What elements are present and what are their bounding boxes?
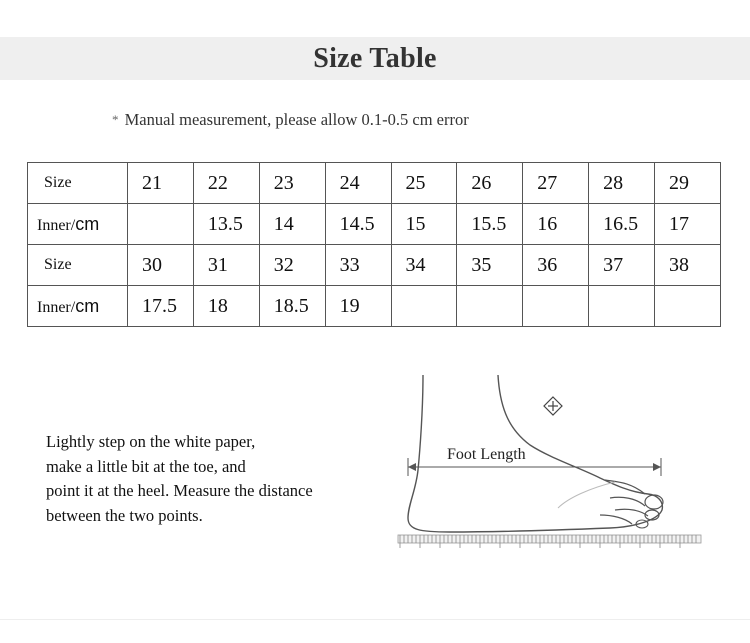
row-header-inner: [28, 286, 128, 327]
note-star: *: [112, 112, 119, 127]
big-toe: [645, 495, 663, 509]
table-cell: 29: [655, 163, 721, 204]
table-cell: 19: [325, 286, 391, 327]
table-cell: 35: [457, 245, 523, 286]
row-header-label: Size: [44, 174, 72, 191]
ruler: [398, 535, 701, 543]
table-cell: 32: [259, 245, 325, 286]
table-cell: 14: [259, 204, 325, 245]
row-header-inner: [28, 204, 128, 245]
table-cell: 13.5: [193, 204, 259, 245]
table-cell: [457, 286, 523, 327]
table-cell: 27: [523, 163, 589, 204]
table-cell: 16.5: [589, 204, 655, 245]
table-cell: 23: [259, 163, 325, 204]
foot-length-label: Foot Length: [447, 446, 526, 463]
arrow-right-icon: [653, 463, 661, 471]
table-cell: 31: [193, 245, 259, 286]
row-header-label: Inner/: [37, 216, 76, 234]
table-cell: 15: [391, 204, 457, 245]
measurement-instructions: [46, 430, 376, 528]
table-cell: 37: [589, 245, 655, 286]
table-cell: 21: [128, 163, 194, 204]
crosshair-icon: [544, 397, 562, 415]
table-cell: [523, 286, 589, 327]
row-header-size: [28, 163, 128, 204]
table-cell: [128, 204, 194, 245]
table-cell: 36: [523, 245, 589, 286]
instruction-line: between the two points.: [46, 505, 203, 525]
table-row: [28, 163, 721, 204]
row-header-unit: cm: [75, 213, 100, 234]
table-cell: 14.5: [325, 204, 391, 245]
measurement-note: [112, 110, 469, 130]
table-cell: 38: [655, 245, 721, 286]
note-text: Manual measurement, please allow 0.1-0.5 cm error: [124, 110, 469, 129]
arrow-left-icon: [408, 463, 416, 471]
table-cell: 30: [128, 245, 194, 286]
toe-outline: [600, 480, 648, 524]
table-cell: 18: [193, 286, 259, 327]
table-cell: 18.5: [259, 286, 325, 327]
instruction-line: point it at the heel. Measure the distance: [46, 481, 313, 500]
table-cell: 34: [391, 245, 457, 286]
size-table: [27, 162, 721, 327]
table-row: [28, 245, 721, 286]
table-cell: [655, 286, 721, 327]
table-cell: [391, 286, 457, 327]
table-cell: 17.5: [128, 286, 194, 327]
table-cell: 24: [325, 163, 391, 204]
table-cell: 25: [391, 163, 457, 204]
table-cell: 33: [325, 245, 391, 286]
table-cell: [589, 286, 655, 327]
row-header-unit: cm: [75, 295, 100, 316]
ankle-curve: [558, 482, 615, 508]
foot-measurement-diagram: [390, 370, 710, 560]
table-cell: 17: [655, 204, 721, 245]
instruction-line: make a little bit at the toe, and: [46, 456, 246, 476]
table-cell: 28: [589, 163, 655, 204]
table-cell: 26: [457, 163, 523, 204]
table-cell: 15.5: [457, 204, 523, 245]
table-cell: 16: [523, 204, 589, 245]
row-header-label: Inner/: [37, 298, 76, 316]
bottom-divider: [0, 619, 750, 620]
table-row: [28, 286, 721, 327]
row-header-label: Size: [44, 256, 72, 273]
row-header-size: [28, 245, 128, 286]
title-band: [0, 37, 750, 80]
table-cell: 22: [193, 163, 259, 204]
instruction-line: Lightly step on the white paper,: [46, 432, 256, 451]
table-row: [28, 204, 721, 245]
page-title: Size Table: [313, 42, 437, 74]
